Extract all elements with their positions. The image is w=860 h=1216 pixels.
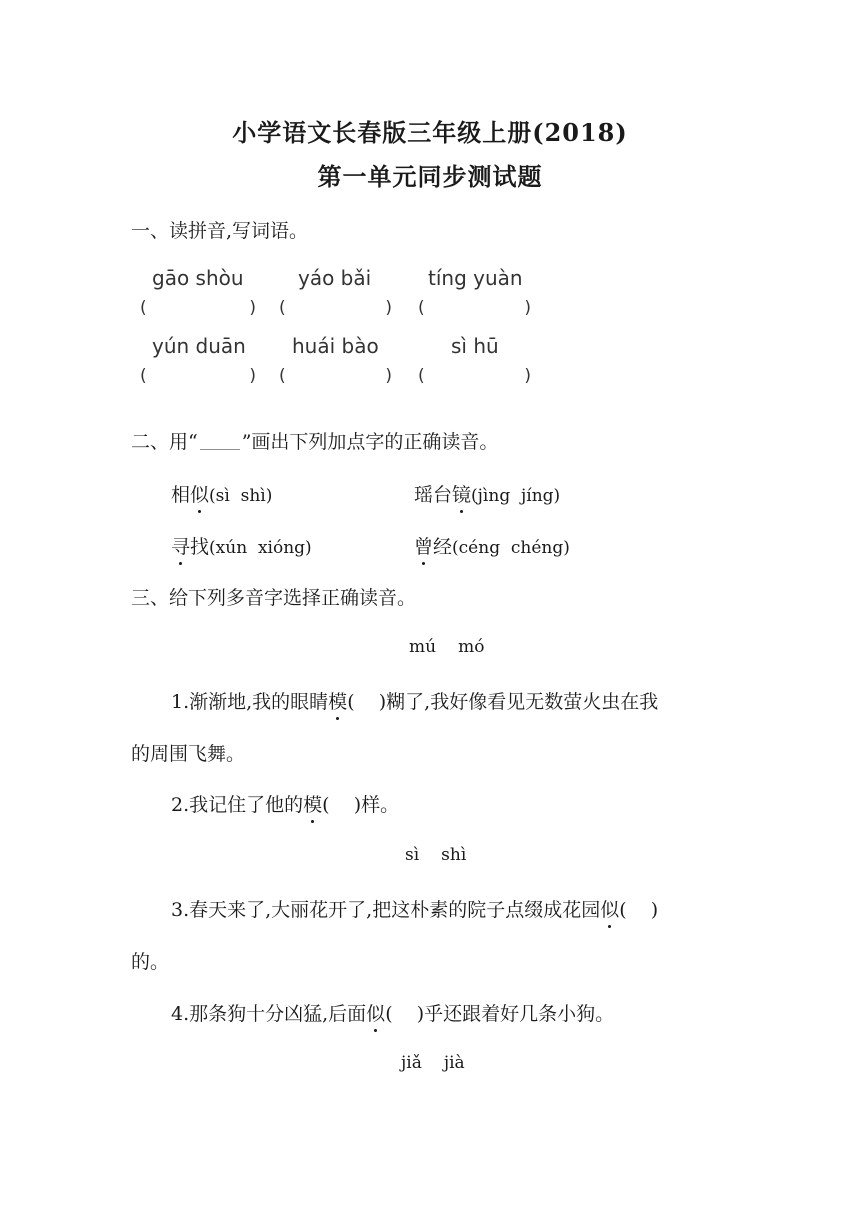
pinyin-prompt: tíng yuàn <box>428 266 523 290</box>
dotted-char: 寻 <box>171 532 190 559</box>
section2-heading-prefix: 二、用“ <box>131 431 198 453</box>
word-item <box>171 480 272 507</box>
section2-heading <box>131 427 498 454</box>
question-text[interactable]: ( )样。 <box>322 794 400 816</box>
dotted-char: 曾 <box>414 532 433 559</box>
question-text: 4.那条狗十分凶猛,后面 <box>171 1003 367 1025</box>
question-3-continued: 的。 <box>131 951 170 973</box>
word-item <box>414 480 560 507</box>
question-text[interactable]: ( ) <box>619 899 659 921</box>
pinyin-prompt: gāo shòu <box>152 266 244 290</box>
reading-options[interactable]: (jìng jíng) <box>471 486 561 506</box>
word-item <box>171 532 312 559</box>
section2-heading-suffix: ”画出下列加点字的正确读音。 <box>241 431 499 453</box>
word-suffix: 找 <box>190 536 210 558</box>
question-1 <box>171 687 658 714</box>
answer-blank[interactable]: ( ) <box>279 298 392 318</box>
reading-option: jià <box>443 1053 465 1073</box>
question-text: 2.我记住了他的 <box>171 794 304 816</box>
section1-heading: 一、读拼音,写词语。 <box>131 220 309 242</box>
dotted-char: 似 <box>366 999 385 1026</box>
word-suffix: 经 <box>433 536 453 558</box>
answer-blank[interactable]: ( ) <box>279 366 392 386</box>
reading-option-group <box>409 637 484 657</box>
pinyin-prompt: sì hū <box>451 334 499 358</box>
question-text: 3.春天来了,大丽花开了,把这朴素的院子点缀成花园 <box>171 899 601 921</box>
question-1-continued: 的周围飞舞。 <box>131 743 246 765</box>
pinyin-prompt: huái bào <box>292 334 379 358</box>
reading-option: sì <box>405 845 420 865</box>
question-4 <box>171 999 614 1026</box>
answer-blank[interactable]: ( ) <box>140 298 256 318</box>
word-prefix: 瑶台 <box>414 484 453 506</box>
reading-option-group <box>405 845 466 865</box>
page-title: 小学语文长春版三年级上册(2018) <box>232 118 628 147</box>
question-3 <box>171 895 658 922</box>
reading-options[interactable]: (xún xióng) <box>209 538 312 558</box>
word-prefix: 相 <box>171 484 191 506</box>
question-text: 1.渐渐地,我的眼睛 <box>171 691 329 713</box>
reading-option-group <box>401 1053 465 1073</box>
answer-blank[interactable]: ( ) <box>140 366 256 386</box>
page-subtitle: 第一单元同步测试题 <box>317 162 543 191</box>
reading-option: mó <box>458 637 485 657</box>
reading-option: mú <box>409 637 437 657</box>
dotted-char: 镜 <box>452 480 471 507</box>
dotted-char: 似 <box>600 895 619 922</box>
question-text[interactable]: ( )糊了,我好像看见无数萤火虫在我 <box>347 691 659 713</box>
answer-blank[interactable]: ( ) <box>418 366 531 386</box>
dotted-char: 模 <box>328 687 347 714</box>
reading-options[interactable]: (sì shì) <box>209 486 273 506</box>
dotted-char: 模 <box>303 790 322 817</box>
word-item <box>414 532 570 559</box>
pinyin-prompt: yáo bǎi <box>298 266 372 290</box>
underline-sample <box>200 431 240 450</box>
dotted-char: 似 <box>190 480 209 507</box>
question-text[interactable]: ( )乎还跟着好几条小狗。 <box>385 1003 615 1025</box>
section3-heading: 三、给下列多音字选择正确读音。 <box>131 587 417 609</box>
reading-option: shì <box>441 845 467 865</box>
answer-blank[interactable]: ( ) <box>418 298 531 318</box>
question-2 <box>171 790 399 817</box>
pinyin-prompt: yún duān <box>152 334 246 358</box>
reading-option: jiǎ <box>401 1053 422 1073</box>
reading-options[interactable]: (céng chéng) <box>452 538 570 558</box>
